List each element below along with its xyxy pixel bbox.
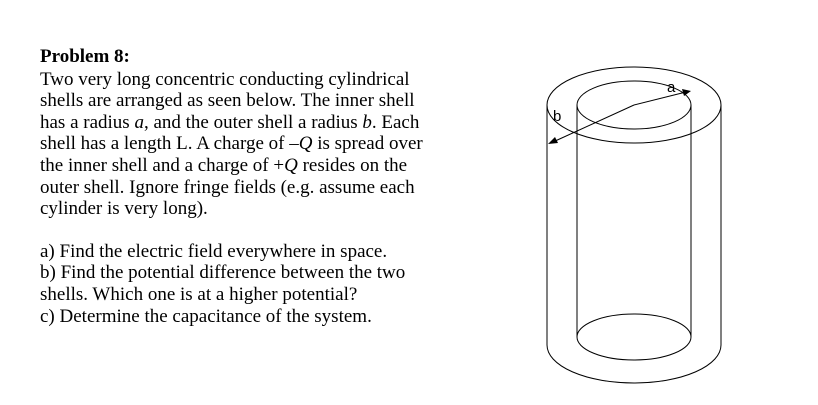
statement-line <box>40 155 510 177</box>
statement-line <box>40 198 510 220</box>
statement-text: . Each <box>371 111 420 133</box>
statement-line <box>40 90 510 112</box>
label-a: a <box>667 79 676 96</box>
statement-text: shells are arranged as seen below. The inner shell <box>40 90 415 112</box>
math-variable: a <box>134 111 144 133</box>
statement-line <box>40 69 510 91</box>
question-line: shells. Which one is at a higher potential? <box>40 283 358 305</box>
math-variable: Q <box>284 154 298 176</box>
math-variable: b <box>362 111 372 133</box>
problem-text <box>40 46 510 327</box>
cylinders-diagram <box>528 55 738 400</box>
statement-line <box>40 133 510 155</box>
statement-text: is spread over <box>312 133 423 155</box>
statement-text: has a radius <box>40 111 135 133</box>
statement-line <box>40 112 510 134</box>
question-line: c) Determine the capacitance of the system. <box>40 305 372 327</box>
statement-text: Two very long concentric conducting cylindrical <box>40 68 410 90</box>
radius-b-arrowhead <box>548 137 558 144</box>
question-list <box>40 241 510 327</box>
math-variable: Q <box>298 133 313 155</box>
label-b: b <box>553 108 562 125</box>
statement-text: resides on the <box>297 154 408 176</box>
statement-text: shell has a length L. A charge of – <box>40 133 299 155</box>
statement-line <box>40 177 510 199</box>
radius-a-line <box>634 92 686 105</box>
problem-title: Problem 8: <box>40 46 130 67</box>
statement-text: , and the outer shell a radius <box>143 111 363 133</box>
question-line: a) Find the electric field everywhere in space. <box>40 240 388 262</box>
problem-statement <box>40 69 510 220</box>
statement-text: the inner shell and a charge of + <box>40 154 285 176</box>
statement-text: cylinder is very long). <box>40 198 208 220</box>
question-line: b) Find the potential difference between the two <box>40 262 406 284</box>
paragraph-gap <box>40 220 510 241</box>
outer-shell-bottom <box>547 345 721 383</box>
radius-b-line <box>553 105 634 142</box>
inner-shell-bottom <box>577 314 691 360</box>
concentric-cylinders-figure <box>528 55 738 400</box>
statement-text: outer shell. Ignore fringe fields (e.g. assume each <box>40 176 415 198</box>
